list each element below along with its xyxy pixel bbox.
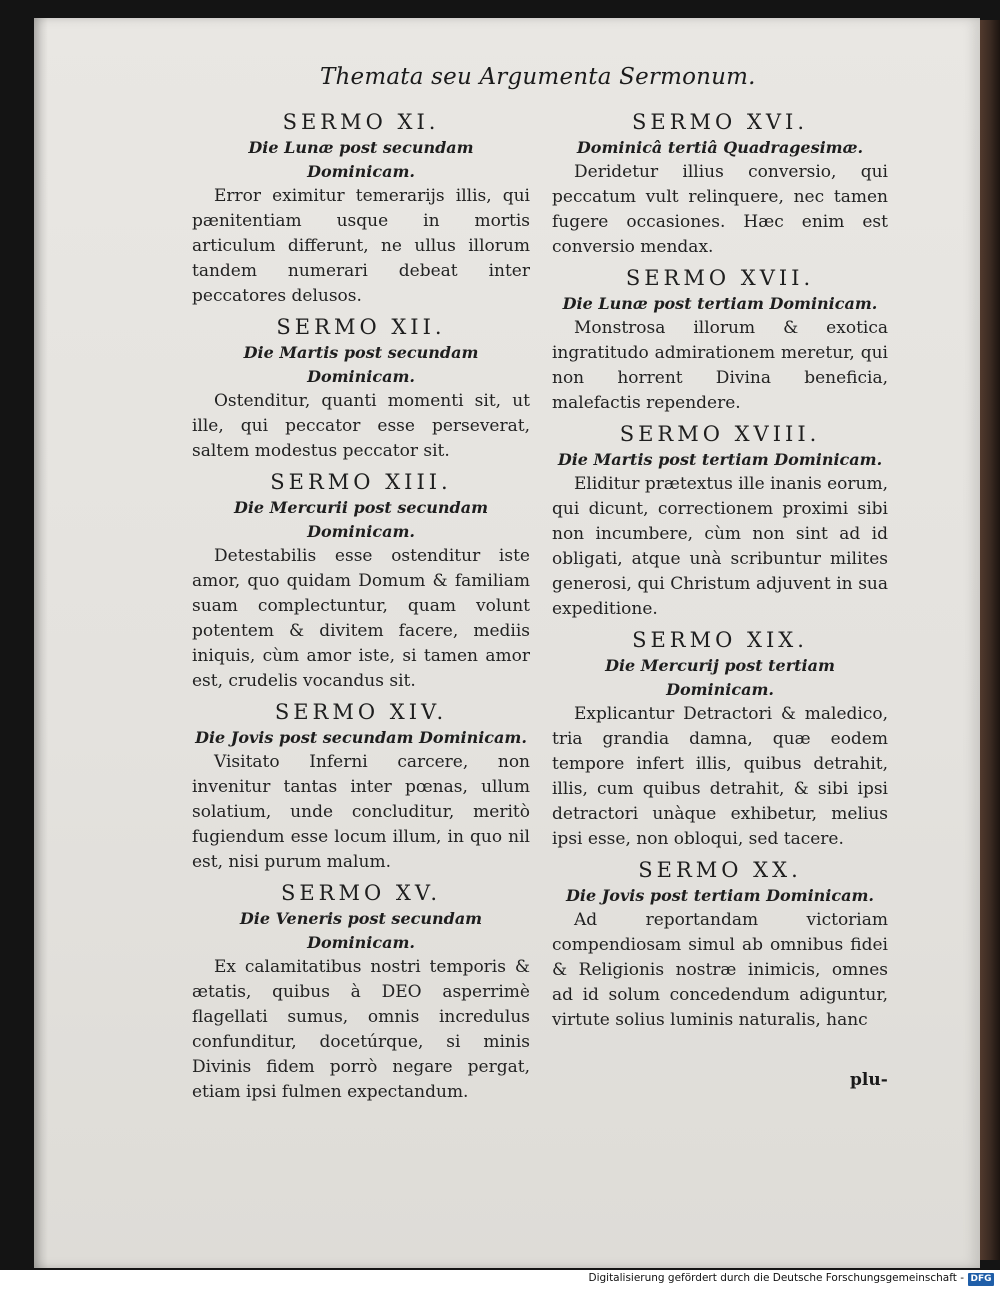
sermon-day: Die Jovis post tertiam Dominicam. xyxy=(566,886,874,905)
sermon-day: Die Mercurij post tertiam Dominicam. xyxy=(605,656,835,699)
catchword: plu- xyxy=(850,1070,888,1090)
sermon-summary: Ex calamitatibus nostri temporis & ætatis, quibus à DEO asperrimè flagellati sumus, omnis incredulus confunditur, docetúrque, si minis Divinis fidem porrò negare pergat, etiam ipsi fulmen expectandum. xyxy=(192,957,530,1102)
sermon-day: Die Lunæ post secundam Dominicam. xyxy=(248,138,474,181)
sermon-entry xyxy=(192,698,530,875)
sermon-heading: SERMO XIV. xyxy=(274,700,448,724)
sermon-heading: SERMO XVIII. xyxy=(619,422,821,446)
sermon-summary: Ostenditur, quanti momenti sit, ut ille, qui peccator esse perseverat, saltem modestus peccator sit. xyxy=(192,391,530,461)
sermon-summary: Ad reportandam victoriam compendiosam simul ab omnibus fidei & Religionis nostræ inimicis, omnes ad id solum concedendum adiguntur, virtute solius luminis naturalis, hanc xyxy=(552,910,888,1030)
sermon-day: Die Mercurii post secundam Dominicam. xyxy=(233,498,489,541)
digitization-footer xyxy=(0,1270,1000,1289)
left-column xyxy=(192,108,530,1109)
running-head: Themata seu Argumenta Sermonum. xyxy=(320,64,756,90)
sermon-heading: SERMO XII. xyxy=(276,315,446,339)
sermon-entry xyxy=(552,626,888,852)
sermon-day: Die Lunæ post tertiam Dominicam. xyxy=(562,294,878,313)
sermon-summary: Detestabilis esse ostenditur iste amor, quo quidam Domum & familiam suam complectuntur, quam volunt potentem & divitem facere, mediis iniquis, cùm amor iste, si tamen amor est, crudelis vocandus sit. xyxy=(192,546,530,691)
right-column xyxy=(552,108,888,1037)
sermon-summary: Deridetur illius conversio, qui peccatum vult relinquere, nec tamen fugere occasiones. Hæc enim est conversio mendax. xyxy=(552,162,888,257)
sermon-entry xyxy=(552,108,888,260)
sermon-heading: SERMO XVI. xyxy=(631,110,808,134)
funding-credit: Digitalisierung gefördert durch die Deutsche Forschungsgemeinschaft - xyxy=(588,1272,964,1284)
sermon-heading: SERMO XIX. xyxy=(632,628,808,652)
sermon-summary: Explicantur Detractori & maledico, tria grandia damna, quæ eodem tempore infert illis, quibus detrahit, illis, cum quibus detrahit, & sibi ipsi detractori unàque exhibetur, melius ipsi esse, non obloqui, sed tacere. xyxy=(552,704,888,849)
sermon-heading: SERMO XIII. xyxy=(270,470,452,494)
sermon-day: Dominicâ tertiâ Quadragesimæ. xyxy=(576,138,864,157)
sermon-day: Die Veneris post secundam Dominicam. xyxy=(239,909,483,952)
page-gutter-shadow xyxy=(34,18,48,1268)
sermon-summary: Monstrosa illorum & exotica ingratitudo admirationem meretur, qui non horrent Divina beneficia, malefactis rependere. xyxy=(552,318,888,413)
sermon-day: Die Martis post secundam Dominicam. xyxy=(243,343,479,386)
sermon-heading: SERMO XV. xyxy=(280,881,442,905)
sermon-entry xyxy=(192,313,530,464)
sermon-day: Die Martis post tertiam Dominicam. xyxy=(557,450,883,469)
sermon-entry xyxy=(192,879,530,1105)
sermon-entry xyxy=(552,420,888,622)
sermon-summary: Error eximitur temerarijs illis, qui pænitentiam usque in mortis articulum differunt, ne ullus illorum tandem numerari debeat inter peccatores delusos. xyxy=(192,186,530,306)
sermon-entry xyxy=(552,264,888,416)
sermon-day: Die Jovis post secundam Dominicam. xyxy=(195,728,527,747)
sermon-heading: SERMO XI. xyxy=(282,110,440,134)
sermon-entry xyxy=(192,108,530,309)
sermon-entry xyxy=(552,856,888,1033)
sermon-heading: SERMO XX. xyxy=(638,858,802,882)
dfg-logo[interactable]: DFG xyxy=(968,1273,994,1286)
sermon-summary: Visitato Inferni carcere, non invenitur tantas inter pœnas, ullum solatium, unde concluditur, meritò fugiendum esse locum illum, in quo nil est, nisi purum malum. xyxy=(192,752,530,872)
sermon-entry xyxy=(192,468,530,694)
sermon-summary: Eliditur prætextus ille inanis eorum, qui dicunt, correctionem proximi sibi non incumbere, cùm non sint ad id obligati, atque unà scribuntur milites generosi, qui Christum adjuvent in sua expeditione. xyxy=(552,474,888,619)
sermon-heading: SERMO XVII. xyxy=(625,266,815,290)
